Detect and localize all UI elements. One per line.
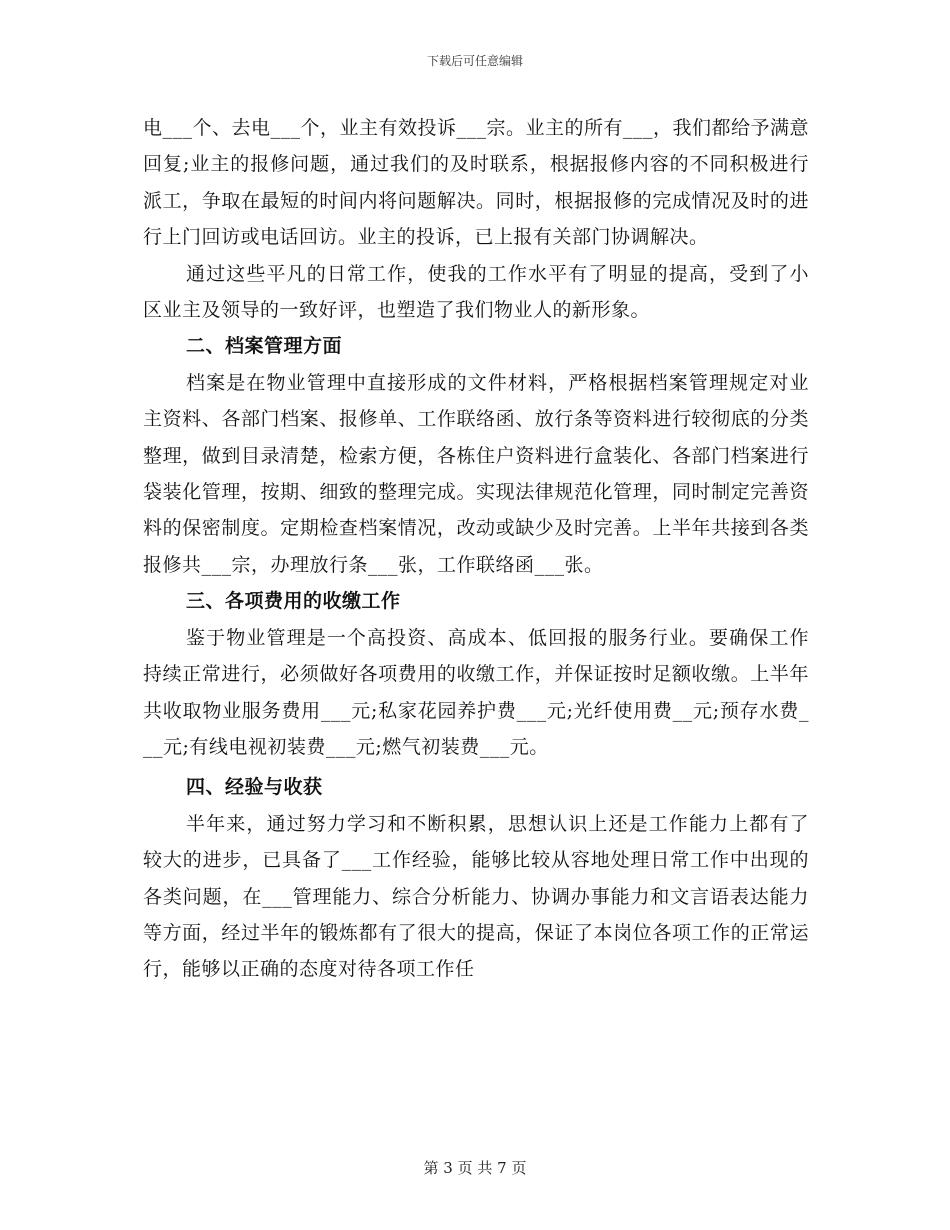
section-heading-fee-collection: 三、各项费用的收缴工作 [186, 590, 401, 613]
paragraph-archive-management: 档案是在物业管理中直接形成的文件材料，严格根据档案管理规定对业主资料、各部门档案、报修单、工作联络函、放行条等资料进行较彻底的分类整理，做到目录清楚，检索方便，各栋住户资料进行盒装化、各部门档案进行袋装化管理，按期、细致的整理完成。实现法律规范化管理，同时制定完善资料的保密制度。定期检查档案情况，改动或缺少及时完善。上半年共接到各类报修共___宗，办理放行条___张，工作联络函___张。 [143, 371, 809, 576]
paragraph-summary: 通过这些平凡的日常工作，使我的工作水平有了明显的提高，受到了小区业主及领导的一致好评，也塑造了我们物业人的新形象。 [143, 262, 809, 322]
page-number: 第 3 页 共 7 页 [423, 1159, 527, 1177]
section-heading-archive-management: 二、档案管理方面 [186, 335, 343, 358]
page-header-note: 下载后可任意编辑 [426, 54, 523, 68]
section-heading-experience: 四、经验与收获 [186, 776, 323, 799]
document-body [143, 110, 809, 988]
paragraph-fee-collection: 鉴于物业管理是一个高投资、高成本、低回报的服务行业。要确保工作持续正常进行，必须做好各项费用的收缴工作，并保证按时足额收缴。上半年共收取物业服务费用___元;私家花园养护费___元;光纤使用费__元;预存水费___元;有线电视初装费___元;燃气初装费___元。 [143, 626, 809, 758]
paragraph-continued-from-previous-page: 电___个、去电___个，业主有效投诉___宗。业主的所有___，我们都给予满意回复;业主的报修问题，通过我们的及时联系，根据报修内容的不同积极进行派工，争取在最短的时间内将问题解决。同时，根据报修的完成情况及时的进行上门回访或电话回访。业主的投诉，已上报有关部门协调解决。 [143, 117, 810, 249]
paragraph-experience: 半年来，通过努力学习和不断积累，思想认识上还是工作能力上都有了较大的进步，已具备了___工作经验，能够比较从容地处理日常工作中出现的各类问题，在___管理能力、综合分析能力、协调办事能力和文言语表达能力等方面，经过半年的锻炼都有了很大的提高，保证了本岗位各项工作的正常运行，能够以正确的态度对待各项工作任 [143, 812, 809, 981]
